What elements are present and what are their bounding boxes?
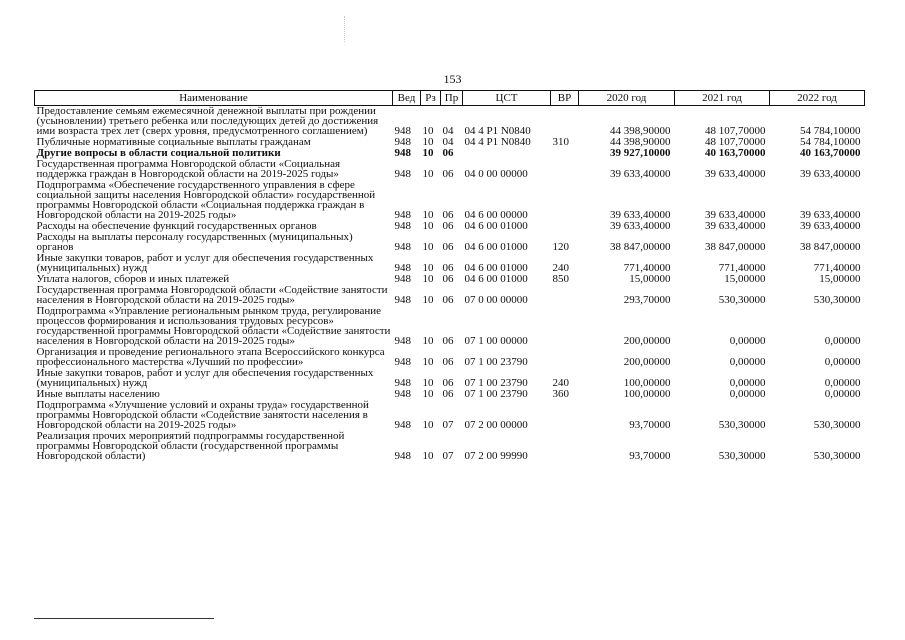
cell-cst: 04 6 00 01000 [464, 262, 528, 274]
cell-vr: 310 [552, 136, 569, 148]
cell-rz: 10 [422, 220, 434, 232]
cell-pr: 04 [442, 125, 454, 137]
cell-vr [551, 180, 579, 221]
cell-y2022: 40 163,70000 [800, 147, 861, 159]
cell-cst: 04 4 P1 N0840 [464, 136, 531, 148]
cell-rz: 10 [422, 377, 434, 389]
cell-y2021: 39 633,40000 [705, 220, 766, 232]
cell-ved: 948 [394, 388, 411, 400]
cell-rz: 10 [422, 168, 434, 180]
column-header-ved: Вед [393, 91, 421, 106]
cell-vr [551, 306, 579, 347]
cell-y2020: 200,00000 [623, 335, 671, 347]
cell-cst: 07 1 00 23790 [464, 377, 528, 389]
cell-rz: 10 [422, 335, 434, 347]
table-row [35, 180, 865, 221]
cell-cst: 07 2 00 00000 [464, 419, 528, 431]
cell-ved: 948 [394, 335, 411, 347]
cell-ved: 948 [394, 273, 411, 285]
cell-rz: 10 [422, 241, 434, 253]
cell-rz: 10 [422, 356, 434, 368]
table-row [35, 400, 865, 431]
cell-y2020: 100,00000 [623, 377, 671, 389]
cell-pr: 06 [442, 356, 454, 368]
cell-y2021: 48 107,70000 [705, 136, 766, 148]
cell-y2021: 530,30000 [718, 450, 766, 462]
cell-y2020: 44 398,90000 [610, 125, 671, 137]
cell-y2020: 93,70000 [629, 419, 671, 431]
column-header-name: Наименование [35, 91, 393, 106]
page-number: 153 [443, 72, 462, 86]
cell-y2022: 0,00000 [824, 388, 861, 400]
cell-y2020: 93,70000 [629, 450, 671, 462]
cell-ved: 948 [394, 294, 411, 306]
cell-y2021: 0,00000 [729, 335, 766, 347]
cell-y2022: 0,00000 [824, 377, 861, 389]
cell-rz: 10 [422, 209, 434, 221]
cell-y2020: 39 633,40000 [610, 209, 671, 221]
cell-cst: 07 1 00 00000 [464, 335, 528, 347]
table-row [35, 159, 865, 180]
cell-pr: 06 [442, 262, 454, 274]
table-header [35, 91, 865, 106]
cell-vr [551, 148, 579, 159]
cell-cst: 04 4 P1 N0840 [464, 125, 531, 137]
cell-cst: 04 6 00 01000 [464, 220, 528, 232]
cell-vr: 120 [552, 241, 569, 253]
cell-y2022: 54 784,10000 [800, 125, 861, 137]
cell-vr [551, 285, 579, 306]
cell-vr [551, 159, 579, 180]
cell-y2020: 38 847,00000 [610, 241, 671, 253]
cell-pr: 06 [442, 273, 454, 285]
cell-pr: 04 [442, 136, 454, 148]
cell-ved: 948 [394, 220, 411, 232]
cell-y2022: 0,00000 [824, 335, 861, 347]
column-header-vr: ВР [551, 91, 579, 106]
cell-ved: 948 [394, 356, 411, 368]
cell-ved: 948 [394, 147, 411, 159]
cell-vr [551, 431, 579, 462]
cell-cst: 07 1 00 23790 [464, 388, 528, 400]
cell-pr: 07 [442, 419, 454, 431]
column-header-2021: 2021 год [675, 91, 770, 106]
cell-y2022: 15,00000 [819, 273, 861, 285]
cell-y2021: 771,40000 [718, 262, 766, 274]
cell-pr: 06 [442, 220, 454, 232]
cell-y2020: 39 633,40000 [610, 168, 671, 180]
cell-pr: 07 [442, 450, 454, 462]
cell-cst: 04 6 00 01000 [464, 273, 528, 285]
cell-pr: 06 [442, 377, 454, 389]
table-row [35, 306, 865, 347]
table-row [35, 106, 865, 138]
cell-name: Организация и проведение регионального этапа Всероссийского конкурса профессионального мастерства «Лучший по профессии» [36, 346, 385, 368]
cell-y2021: 39 633,40000 [705, 168, 766, 180]
cell-rz: 10 [422, 262, 434, 274]
scan-artifact [344, 16, 346, 42]
cell-ved: 948 [394, 241, 411, 253]
cell-ved: 948 [394, 136, 411, 148]
cell-name: Государственная программа Новгородской области «Содействие занятости населения в Новгородской области на 2019-2025 годы» [36, 284, 388, 306]
cell-ved: 948 [394, 125, 411, 137]
cell-y2021: 15,00000 [724, 273, 766, 285]
cell-y2022: 771,40000 [813, 262, 861, 274]
cell-y2022: 530,30000 [813, 294, 861, 306]
cell-y2020: 771,40000 [623, 262, 671, 274]
cell-y2022: 38 847,00000 [800, 241, 861, 253]
cell-pr: 06 [442, 335, 454, 347]
cell-cst: 04 6 00 00000 [464, 209, 528, 221]
cell-vr: 850 [552, 273, 569, 285]
cell-y2020: 39 633,40000 [610, 220, 671, 232]
footnote-divider [34, 618, 214, 619]
cell-rz: 10 [422, 125, 434, 137]
cell-y2021: 40 163,70000 [705, 147, 766, 159]
cell-pr: 06 [442, 209, 454, 221]
cell-name: Подпрограмма «Управление региональным рынком труда, регулирование процессов формирования и использования трудовых ресурсов» государственной программы Новгородской области «Содействие занятости населения в Новгородской области на 2019-2025 годы» [36, 305, 391, 347]
cell-rz: 10 [422, 450, 434, 462]
cell-y2021: 0,00000 [729, 377, 766, 389]
cell-y2021: 530,30000 [718, 419, 766, 431]
cell-y2020: 39 927,10000 [610, 147, 671, 159]
cell-y2022: 54 784,10000 [800, 136, 861, 148]
column-header-rz: Рз [421, 91, 441, 106]
cell-pr: 06 [442, 147, 454, 159]
cell-y2022: 39 633,40000 [800, 168, 861, 180]
cell-y2020: 293,70000 [623, 294, 671, 306]
cell-name: Государственная программа Новгородской области «Социальная поддержка граждан в Новгородской области на 2019-2025 годы» [36, 158, 341, 180]
cell-name: Другие вопросы в области социальной политики [36, 147, 281, 159]
cell-y2022: 39 633,40000 [800, 220, 861, 232]
cell-y2021: 530,30000 [718, 294, 766, 306]
cell-rz: 10 [422, 388, 434, 400]
cell-ved: 948 [394, 419, 411, 431]
table-body [35, 106, 865, 463]
cell-y2020: 44 398,90000 [610, 136, 671, 148]
cell-vr [551, 347, 579, 368]
cell-rz: 10 [422, 273, 434, 285]
table-row [35, 347, 865, 368]
cell-pr: 06 [442, 294, 454, 306]
cell-name: Подпрограмма «Улучшение условий и охраны труда» государственной программы Новгородской области «Содействие занятости населения в Новгородской области на 2019-2025 годы» [36, 399, 369, 431]
cell-pr: 06 [442, 241, 454, 253]
cell-cst: 07 1 00 23790 [464, 356, 528, 368]
cell-cst: 07 0 00 00000 [464, 294, 528, 306]
column-header-2022: 2022 год [770, 91, 865, 106]
cell-y2021: 38 847,00000 [705, 241, 766, 253]
cell-ved: 948 [394, 168, 411, 180]
cell-vr [551, 221, 579, 232]
cell-y2020: 200,00000 [623, 356, 671, 368]
table-row [35, 431, 865, 462]
cell-rz: 10 [422, 419, 434, 431]
cell-ved: 948 [394, 262, 411, 274]
cell-name: Иные закупки товаров, работ и услуг для обеспечения государственных (муниципальных) нужд [36, 367, 374, 389]
table-row [35, 368, 865, 389]
budget-table [34, 90, 865, 462]
cell-cst: 04 0 00 00000 [464, 168, 528, 180]
cell-ved: 948 [394, 377, 411, 389]
column-header-2020: 2020 год [579, 91, 675, 106]
cell-y2022: 39 633,40000 [800, 209, 861, 221]
cell-name: Расходы на обеспечение функций государственных органов [36, 220, 317, 232]
cell-pr: 06 [442, 168, 454, 180]
cell-ved: 948 [394, 450, 411, 462]
cell-y2022: 530,30000 [813, 419, 861, 431]
cell-name: Подпрограмма «Обеспечение государственного управления в сфере социальной защиты населения Новгородской области» государственной программы Новгородской области «Социальная поддержка граждан в Новгородской области на 2019-2025 годы» [36, 179, 376, 221]
cell-y2020: 100,00000 [623, 388, 671, 400]
cell-name: Публичные нормативные социальные выплаты гражданам [36, 136, 311, 148]
cell-ved: 948 [394, 209, 411, 221]
cell-name: Предоставление семьям ежемесячной денежной выплаты при рождении (усыновлении) третьего ребенка или последующих детей до достижения ими возраста трех лет (сверх уровня, предусмотренного соглашением) [36, 105, 379, 137]
cell-y2021: 0,00000 [729, 356, 766, 368]
cell-rz: 10 [422, 147, 434, 159]
cell-pr: 06 [442, 388, 454, 400]
cell-cst: 04 6 00 01000 [464, 241, 528, 253]
cell-rz: 10 [422, 136, 434, 148]
table-row [35, 232, 865, 253]
cell-rz: 10 [422, 294, 434, 306]
cell-y2020: 15,00000 [629, 273, 671, 285]
cell-vr [551, 400, 579, 431]
column-header-pr: Пр [441, 91, 463, 106]
cell-name: Уплата налогов, сборов и иных платежей [36, 273, 230, 285]
cell-vr: 360 [552, 388, 569, 400]
cell-y2021: 48 107,70000 [705, 125, 766, 137]
cell-name: Расходы на выплаты персоналу государственных (муниципальных) органов [36, 231, 353, 253]
cell-name: Реализация прочих мероприятий подпрограммы государственной программы Новгородской области (государственной программы Новгородской области) [36, 430, 345, 462]
cell-y2022: 530,30000 [813, 450, 861, 462]
cell-y2021: 39 633,40000 [705, 209, 766, 221]
cell-name: Иные закупки товаров, работ и услуг для обеспечения государственных (муниципальных) нужд [36, 252, 374, 274]
cell-vr: 240 [552, 262, 569, 274]
cell-vr [551, 106, 579, 138]
cell-cst: 07 2 00 99990 [464, 450, 528, 462]
column-header-cst: ЦСТ [463, 91, 551, 106]
cell-y2022: 0,00000 [824, 356, 861, 368]
cell-name: Иные выплаты населению [36, 388, 160, 400]
cell-vr: 240 [552, 377, 569, 389]
cell-y2021: 0,00000 [729, 388, 766, 400]
table-row [35, 285, 865, 306]
cell-cst [463, 148, 551, 159]
table-row [35, 253, 865, 274]
